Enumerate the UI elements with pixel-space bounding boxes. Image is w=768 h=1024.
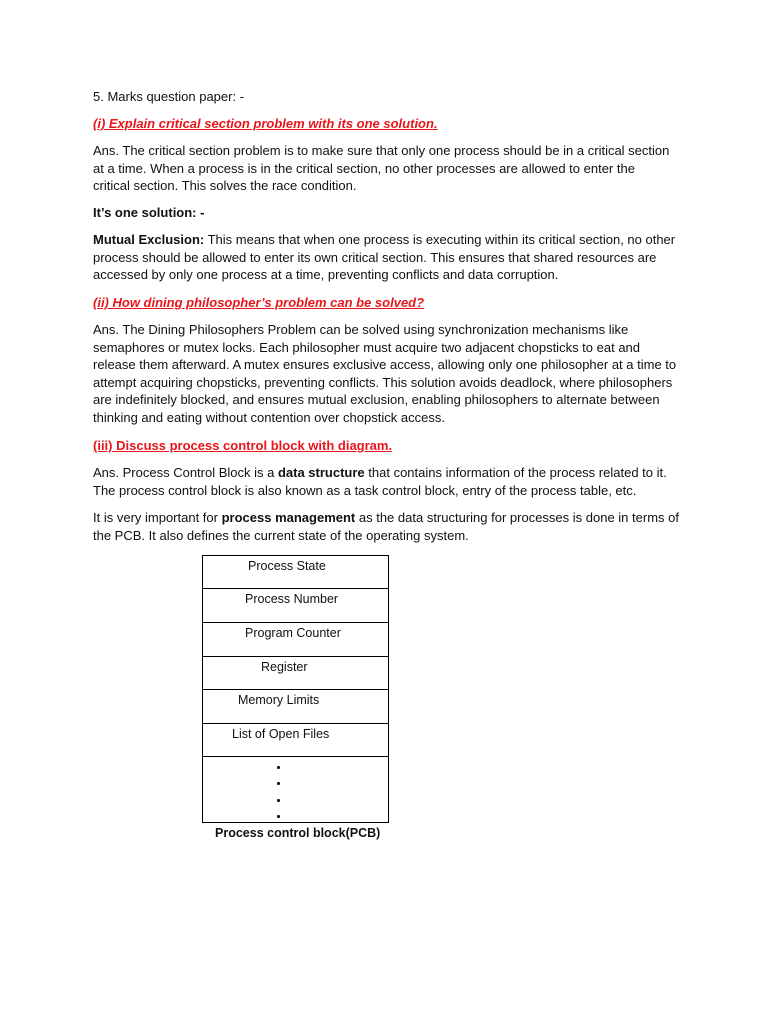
question-2-heading: (ii) How dining philosopher’s problem can be solved? <box>93 295 425 310</box>
pcb-row-label: List of Open Files <box>232 727 330 741</box>
pcb-row-memory-limits <box>203 690 388 724</box>
pcb-row-open-files <box>203 724 388 757</box>
question-1-answer <box>93 142 683 195</box>
answer-line: at a time. When a process is in the critical section, no other processes are allowed to enter the <box>93 160 635 176</box>
pcb-intro: Ans. Process Control Block is a <box>93 465 278 480</box>
solution-label: It’s one solution: - <box>93 205 205 220</box>
question-1-heading-suffix: . <box>433 116 438 131</box>
mutex-line: process should be allowed to enter its own critical section. This ensures that shared resources are <box>93 249 657 265</box>
process-management-term: process management <box>221 510 356 525</box>
answer-line: thinking and eating without contention over chopstick access. <box>93 409 445 425</box>
importance-intro: It is very important for <box>93 510 222 525</box>
mutex-line: This means that when one process is executing within its critical section, no other <box>204 232 676 247</box>
pcb-row-label: Program Counter <box>245 626 341 640</box>
ellipsis-dot <box>277 766 280 769</box>
pcb-intro-end: that contains information of the process related to it. <box>364 465 667 480</box>
pcb-caption: Process control block(PCB) <box>215 826 381 840</box>
answer-line: Ans. The Dining Philosophers Problem can be solved using synchronization mechanisms like <box>93 322 629 337</box>
mutex-line: accessed by only one process at a time, preventing conflicts and data corruption. <box>93 267 559 283</box>
question-1-heading <box>93 115 438 132</box>
question-3-heading: (iii) Discuss process control block with diagram. <box>93 438 393 453</box>
pcb-continuation-dots <box>203 757 388 823</box>
pcb-row-label: Register <box>261 660 308 674</box>
answer-line: Ans. The critical section problem is to make sure that only one process should be in a critical section <box>93 143 670 158</box>
pcb-row-label: Process Number <box>245 592 339 606</box>
mutual-exclusion-paragraph <box>93 231 683 284</box>
question-3-paragraph-2 <box>93 509 683 544</box>
question-3-paragraph-1 <box>93 464 683 499</box>
pcb-row-label: Memory Limits <box>238 693 320 707</box>
data-structure-term: data structure <box>277 465 365 480</box>
answer-line: semaphores or mutex locks. Each philosopher must acquire two adjacent chopsticks to eat and <box>93 339 641 355</box>
question-2-answer <box>93 321 683 427</box>
pcb-row-program-counter <box>203 623 388 657</box>
answer-line: release them afterward. A mutex ensures exclusive access, allowing only one philosopher at a time to <box>93 357 677 373</box>
pcb-row-process-state <box>203 556 388 589</box>
importance-intro-end: as the data structuring for processes is done in terms of <box>355 510 679 525</box>
pcb-row-label: Process State <box>248 559 326 573</box>
ellipsis-dot <box>277 799 280 802</box>
pcb-diagram <box>202 555 389 823</box>
mutual-exclusion-label: Mutual Exclusion: <box>93 232 205 247</box>
answer-line: attempt acquiring chopsticks, preventing conflicts. This solution avoids deadlock, where philosophers <box>93 374 673 390</box>
answer-line: critical section. This solves the race condition. <box>93 178 357 194</box>
page-title: 5. Marks question paper: - <box>93 89 245 104</box>
pcb-row-register <box>203 657 388 690</box>
ellipsis-dot <box>277 782 280 785</box>
answer-line: The process control block is also known as a task control block, entry of the process table, etc. <box>93 482 637 498</box>
question-1-heading-text: (i) Explain critical section problem with its one solution <box>93 116 434 131</box>
ellipsis-dot <box>277 815 280 818</box>
answer-line: are indefinitely blocked, and ensures mutual exclusion, enabling philosophers to alternate between <box>93 392 660 408</box>
pcb-row-process-number <box>203 589 388 623</box>
answer-line: the PCB. It also defines the current state of the operating system. <box>93 527 469 543</box>
